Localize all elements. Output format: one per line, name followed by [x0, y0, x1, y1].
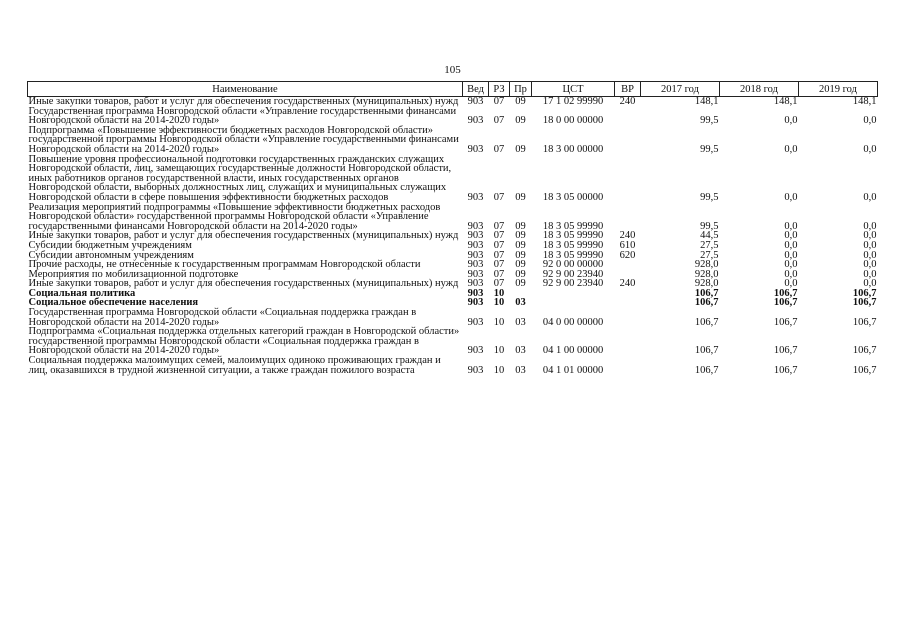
- row-ved: 903: [467, 259, 484, 271]
- row-ved: 903: [467, 364, 484, 376]
- row-name: Иные закупки товаров, работ и услуг для обеспечения государственных (муниципальных) нужд: [28, 230, 459, 242]
- row-pr: 09: [515, 249, 526, 261]
- row-name: Государственная программа Новгородской области «Управление государственными финансами Новгородской области на 2014-2020 годы»: [28, 105, 457, 127]
- row-ved: 903: [467, 278, 484, 290]
- row-name: Иные закупки товаров, работ и услуг для обеспечения государственных (муниципальных) нужд: [28, 96, 459, 107]
- row-value-2019: 0,0: [863, 278, 877, 290]
- row-cst: 04 1 01 00000: [542, 364, 604, 376]
- row-pr: 09: [515, 143, 526, 155]
- row-rz: 07: [493, 239, 505, 251]
- row-value-2019: 106,7: [852, 297, 877, 309]
- row-vr: 240: [619, 278, 636, 290]
- row-value-2019: 0,0: [863, 143, 877, 155]
- row-ved: 903: [467, 249, 484, 261]
- row-vr: [615, 155, 641, 203]
- row-rz: 07: [493, 259, 505, 271]
- row-cst: [532, 298, 615, 308]
- row-cst: [532, 289, 615, 299]
- row-value-2018: 0,0: [784, 220, 798, 232]
- row-value-2019: 106,7: [852, 316, 877, 328]
- row-value-2018: 0,0: [784, 115, 798, 127]
- table-row: [28, 308, 878, 327]
- row-pr: 09: [515, 220, 526, 232]
- row-cst: 18 3 05 99990: [542, 239, 604, 251]
- row-rz: 07: [493, 278, 505, 290]
- row-cst: 04 0 00 00000: [542, 316, 604, 328]
- header-vr: ВР: [615, 82, 641, 97]
- row-rz: 07: [493, 191, 505, 203]
- header-pr: Пр: [510, 82, 532, 97]
- row-value-2018: 0,0: [784, 278, 798, 290]
- row-value-2018: 106,7: [773, 297, 798, 309]
- row-value-2019: 106,7: [852, 364, 877, 376]
- row-vr: [615, 356, 641, 375]
- row-ved: 903: [467, 230, 484, 242]
- row-value-2017: 99,5: [700, 143, 719, 155]
- row-value-2017: 106,7: [694, 364, 719, 376]
- row-ved: 903: [467, 316, 484, 328]
- row-name: Иные закупки товаров, работ и услуг для обеспечения государственных (муниципальных) нужд: [28, 278, 459, 290]
- row-value-2019: 0,0: [863, 239, 877, 251]
- row-vr: [615, 289, 641, 299]
- row-name: Социальная поддержка малоимущих семей, малоимущих одиноко проживающих граждан и лиц, оказавшихся в трудной жизненной ситуации, а также граждан пожилого возраста: [28, 355, 441, 376]
- row-pr: 09: [515, 191, 526, 203]
- row-value-2017: 27,5: [700, 249, 719, 261]
- row-vr: 240: [619, 230, 636, 242]
- row-value-2017: 106,7: [694, 297, 719, 309]
- row-rz: 10: [493, 297, 505, 309]
- header-2019: 2019 год: [799, 82, 878, 97]
- row-value-2018: 0,0: [784, 239, 798, 251]
- row-value-2018: 0,0: [784, 191, 798, 203]
- row-value-2017: 99,5: [700, 191, 719, 203]
- row-value-2017: 99,5: [700, 220, 719, 232]
- row-vr: [615, 260, 641, 270]
- row-vr: [615, 107, 641, 126]
- row-pr: 09: [515, 230, 526, 242]
- row-value-2019: 106,7: [852, 345, 877, 357]
- row-pr: 09: [515, 268, 526, 280]
- row-vr: [615, 327, 641, 356]
- row-value-2017: 106,7: [694, 287, 719, 299]
- row-ved: 903: [467, 297, 484, 309]
- header-2018: 2018 год: [720, 82, 799, 97]
- table-body: [28, 97, 878, 376]
- row-pr: 09: [515, 96, 526, 107]
- row-cst: 18 3 05 99990: [542, 230, 604, 242]
- row-ved: 903: [467, 268, 484, 280]
- row-pr: 09: [515, 278, 526, 290]
- row-value-2019: 0,0: [863, 249, 877, 261]
- row-cst: 04 1 00 00000: [542, 345, 604, 357]
- row-rz: 07: [493, 115, 505, 127]
- row-cst: 18 3 05 99990: [542, 249, 604, 261]
- row-ved: 903: [467, 345, 484, 357]
- row-value-2019: 0,0: [863, 268, 877, 280]
- row-value-2018: 106,7: [773, 287, 798, 299]
- row-name: Прочие расходы, не отнесенные к государственным программам Новгородской области: [28, 259, 421, 271]
- row-vr: [615, 298, 641, 308]
- row-pr: 03: [515, 364, 526, 376]
- row-ved: 903: [467, 115, 484, 127]
- row-value-2019: 0,0: [863, 115, 877, 127]
- row-value-2017: 106,7: [694, 345, 719, 357]
- row-cst: 18 3 05 99990: [542, 220, 604, 232]
- table-row: [28, 327, 878, 356]
- header-name: Наименование: [28, 82, 463, 97]
- row-cst: 17 1 02 99990: [542, 96, 604, 107]
- row-value-2018: 0,0: [784, 259, 798, 271]
- row-cst: 92 0 00 00000: [542, 259, 604, 271]
- row-value-2018: 148,1: [773, 96, 798, 107]
- row-value-2018: 0,0: [784, 230, 798, 242]
- row-rz: 10: [493, 316, 505, 328]
- row-ved: 903: [467, 191, 484, 203]
- table-row: [28, 279, 878, 289]
- row-value-2017: 44,5: [700, 230, 719, 242]
- row-value-2019: 106,7: [852, 287, 877, 299]
- row-value-2019: 0,0: [863, 191, 877, 203]
- row-vr: [615, 126, 641, 155]
- row-ved: 903: [467, 220, 484, 232]
- row-pr: 03: [515, 297, 526, 309]
- row-rz: 10: [493, 345, 505, 357]
- row-vr: [615, 203, 641, 232]
- row-ved: 903: [467, 143, 484, 155]
- row-name: Социальная политика: [28, 287, 136, 299]
- page-number: 105: [444, 64, 461, 76]
- row-pr: 03: [515, 345, 526, 357]
- table-row: [28, 356, 878, 375]
- row-value-2018: 106,7: [773, 316, 798, 328]
- row-value-2019: 0,0: [863, 259, 877, 271]
- row-rz: 07: [493, 96, 505, 107]
- row-vr: [615, 308, 641, 327]
- header-rz: РЗ: [489, 82, 510, 97]
- table-row: [28, 126, 878, 155]
- table-header-row: [28, 82, 878, 97]
- header-cst: ЦСТ: [532, 82, 615, 97]
- row-name: Реализация мероприятий подпрограммы «Повышение эффективности бюджетных расходов Новгородской области» государственной программы Новгородской области «Управление государственными финансами Новгородской области на 2014-2020 годы»: [28, 201, 441, 232]
- table-row: [28, 107, 878, 126]
- row-name: Подпрограмма «Повышение эффективности бюджетных расходов Новгородской области» государственной программы Новгородской области «Управление государственными финансами Новгородской области на 2014-2020 годы»: [28, 124, 459, 155]
- row-rz: 07: [493, 268, 505, 280]
- budget-table: [27, 81, 878, 375]
- row-rz: 10: [493, 364, 505, 376]
- row-value-2017: 928,0: [694, 278, 719, 290]
- row-name: Социальное обеспечение населения: [28, 297, 199, 309]
- row-vr: 610: [619, 239, 636, 251]
- header-2017: 2017 год: [641, 82, 720, 97]
- row-name: Повышение уровня профессиональной подготовки государственных гражданских служащих Новгородской области, лиц, замещающих государственные должности Новгородской области, иных работников органов государственной власти, иных государственных органов Новгородской области, выборных должностных лиц, служащих и муниципальных служащих Новгородской области в сфере повышения эффективности бюджетных расходов: [28, 153, 452, 203]
- row-cst: 18 3 00 00000: [542, 143, 604, 155]
- row-pr: 09: [515, 115, 526, 127]
- row-rz: 10: [493, 287, 505, 299]
- row-value-2017: 148,1: [694, 96, 719, 107]
- row-rz: 07: [493, 230, 505, 242]
- row-rz: 07: [493, 143, 505, 155]
- header-ved: Вед: [463, 82, 489, 97]
- row-ved: 903: [467, 239, 484, 251]
- row-pr: 09: [515, 259, 526, 271]
- row-value-2017: 928,0: [694, 259, 719, 271]
- row-value-2017: 27,5: [700, 239, 719, 251]
- row-name: Субсидии автономным учреждениям: [28, 249, 194, 261]
- row-rz: 07: [493, 249, 505, 261]
- row-cst: 92 9 00 23940: [542, 268, 604, 280]
- row-value-2017: 106,7: [694, 316, 719, 328]
- table-row: [28, 203, 878, 232]
- row-value-2019: 0,0: [863, 230, 877, 242]
- row-value-2019: 148,1: [852, 96, 877, 107]
- row-value-2017: 99,5: [700, 115, 719, 127]
- row-value-2017: 928,0: [694, 268, 719, 280]
- row-name: Подпрограмма «Социальная поддержка отдельных категорий граждан в Новгородской области» государственной программы Новгородской области «Социальная поддержка граждан в Новгородской области на 2014-2020 годы»: [28, 326, 460, 357]
- row-name: Государственная программа Новгородской области «Социальная поддержка граждан в Новгородской области на 2014-2020 годы»: [28, 307, 417, 328]
- row-pr: 09: [515, 239, 526, 251]
- row-value-2018: 0,0: [784, 143, 798, 155]
- row-value-2018: 0,0: [784, 249, 798, 261]
- row-rz: 07: [493, 220, 505, 232]
- row-ved: 903: [467, 96, 484, 107]
- row-value-2018: 106,7: [773, 364, 798, 376]
- row-cst: 92 9 00 23940: [542, 278, 604, 290]
- row-vr: 620: [619, 249, 636, 261]
- row-value-2019: 0,0: [863, 220, 877, 232]
- row-name: Субсидии бюджетным учреждениям: [28, 239, 192, 251]
- row-cst: 18 3 05 00000: [542, 191, 604, 203]
- row-value-2018: 0,0: [784, 268, 798, 280]
- table-row: [28, 155, 878, 203]
- row-pr: 03: [515, 316, 526, 328]
- row-ved: 903: [467, 287, 484, 299]
- row-vr: 240: [619, 96, 636, 107]
- row-name: Мероприятия по мобилизационной подготовке: [28, 268, 239, 280]
- row-value-2018: 106,7: [773, 345, 798, 357]
- row-cst: 18 0 00 00000: [542, 115, 604, 127]
